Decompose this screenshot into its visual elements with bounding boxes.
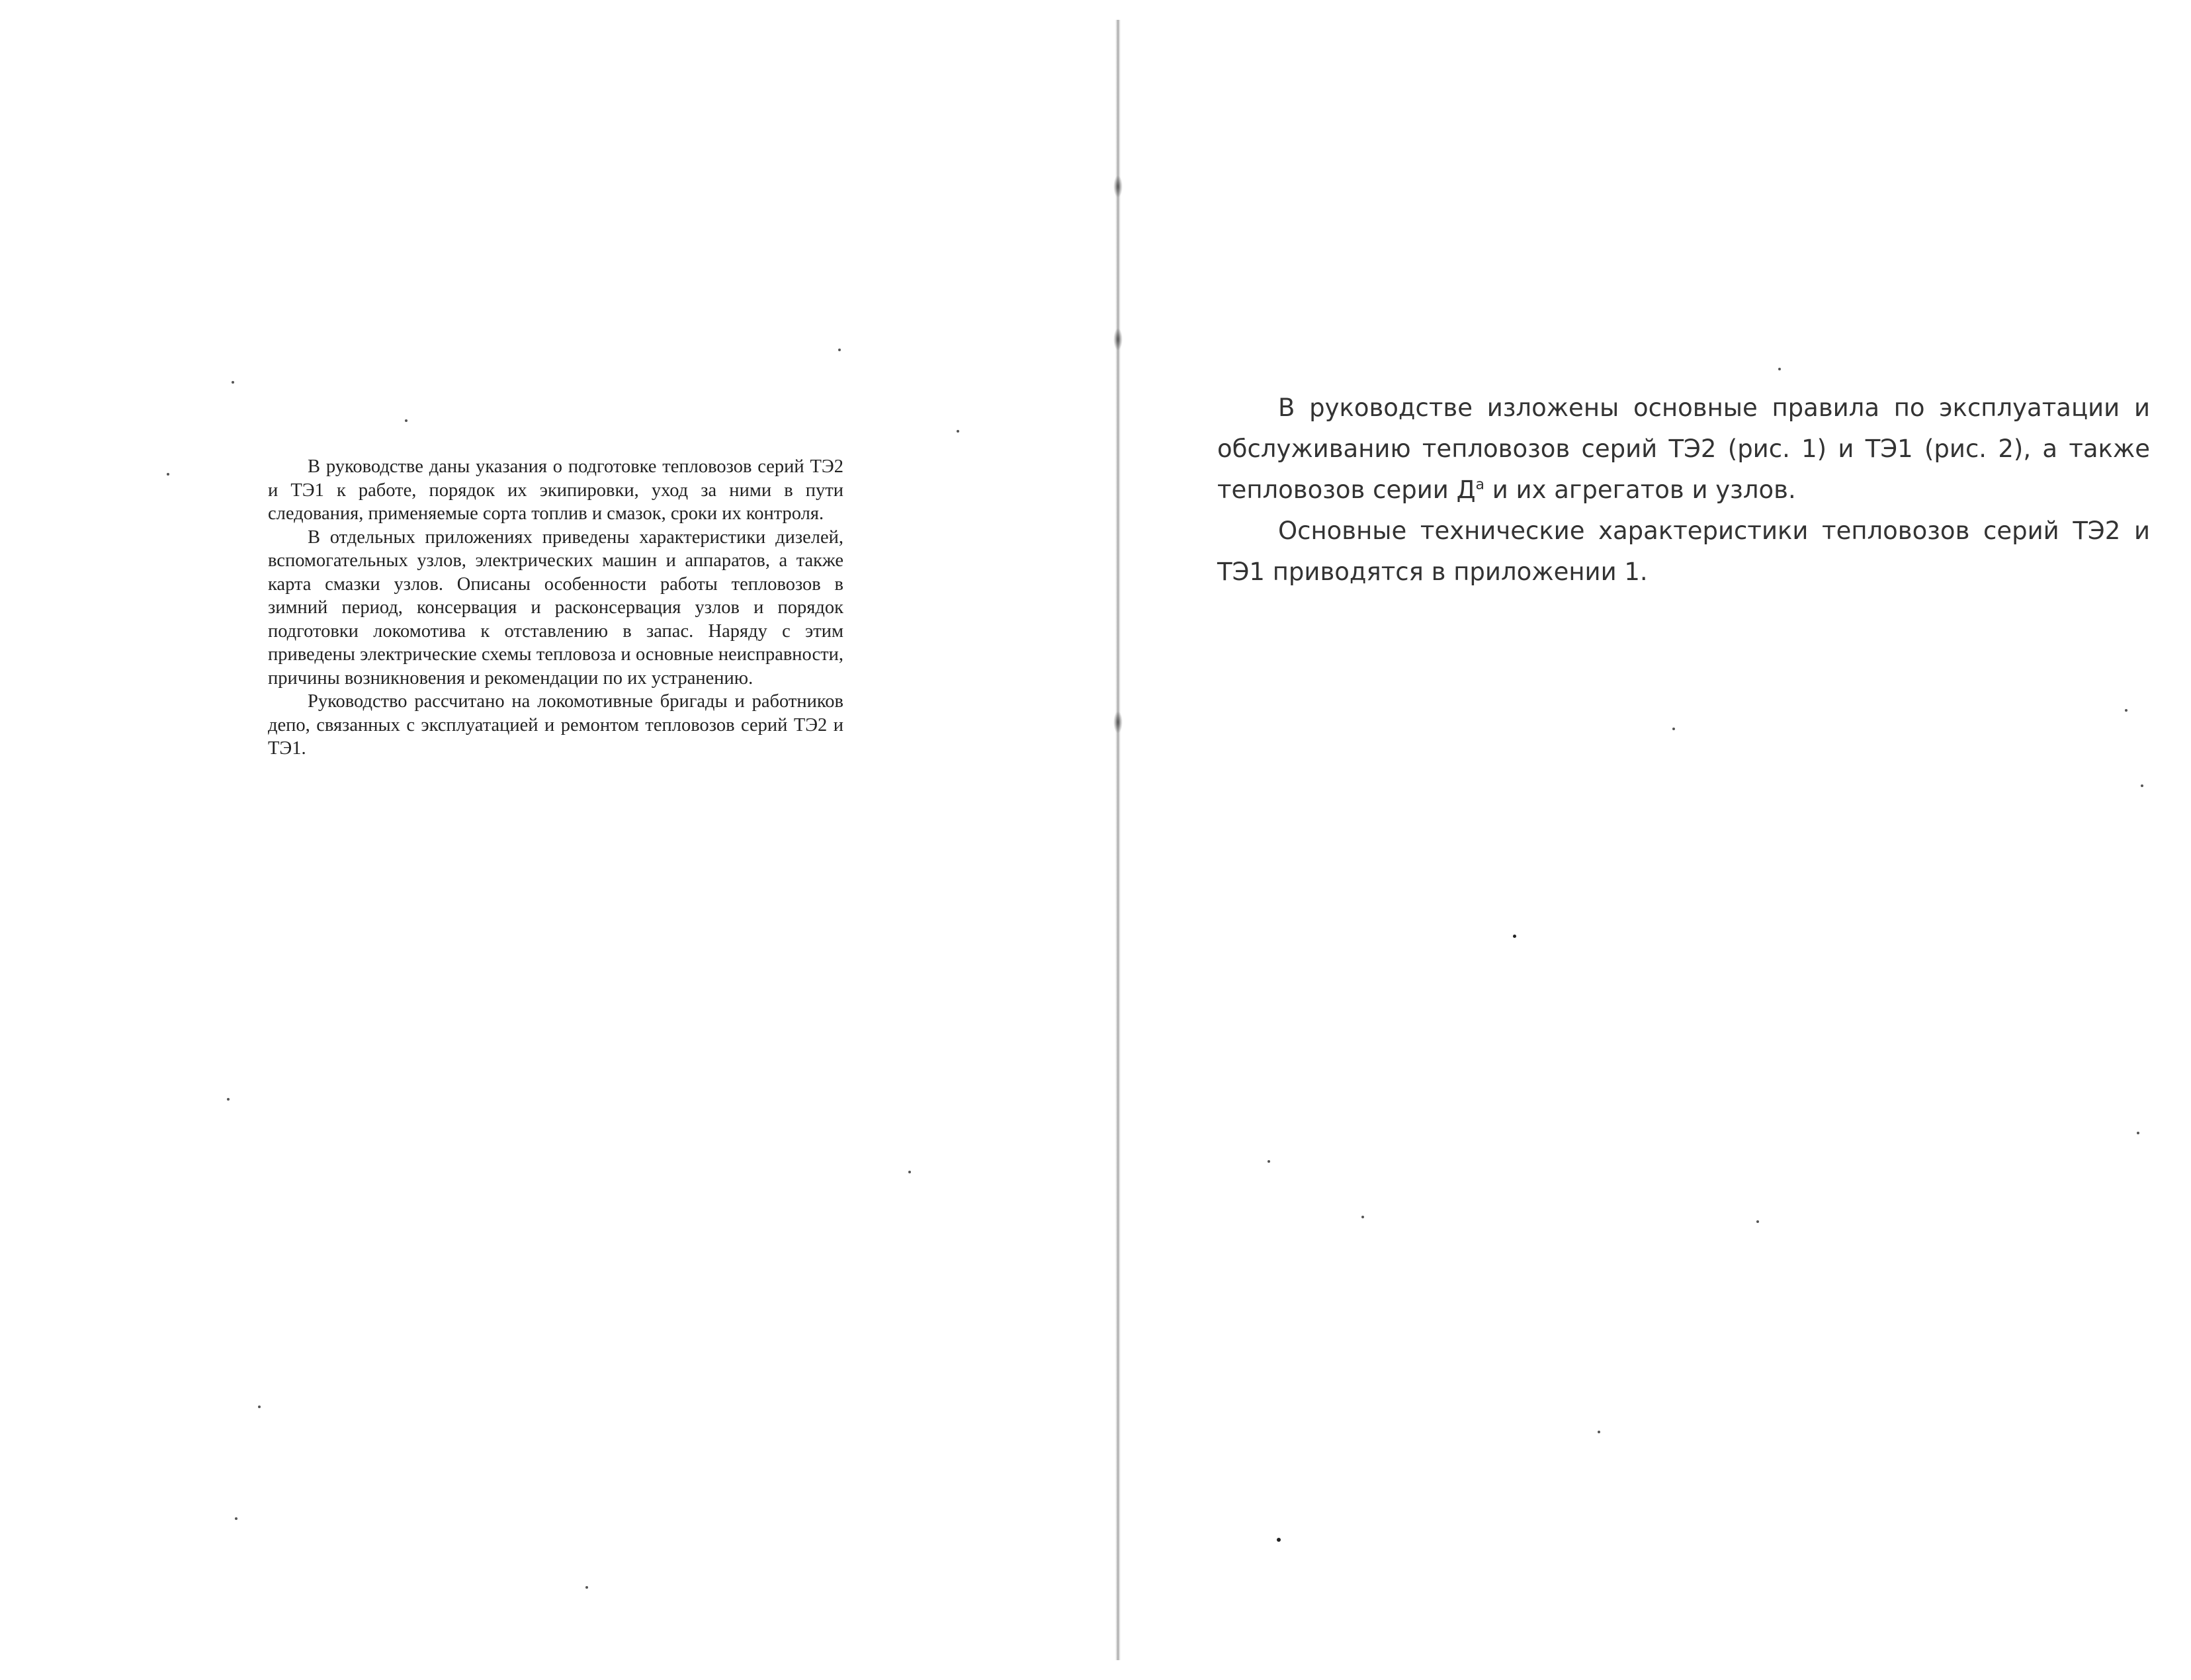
scan-speck xyxy=(1361,1216,1364,1218)
scan-speck xyxy=(585,1586,588,1589)
annotation-paragraph-1: В руководстве даны указания о подготовке тепловозов серий ТЭ2 и ТЭ1 к работе, порядок их экипировки, уход за ними в пути следования, применяемые сорта топлив и смазок, сроки их контроля. xyxy=(268,456,843,524)
scan-speck xyxy=(957,430,959,433)
scan-speck xyxy=(167,473,169,476)
intro-paragraph-1-start: В руководстве изложены основные правила по эксплуатации и обслуживанию тепловозов серий ТЭ2 (рис. 1) и ТЭ1 (рис. 2), а также тепловозов серии Д xyxy=(1217,394,2150,504)
scan-speck xyxy=(838,349,841,351)
scan-speck xyxy=(1778,368,1781,370)
scan-speck xyxy=(2125,709,2127,712)
intro-paragraph-1-end: и их агрегатов и узлов. xyxy=(1484,476,1796,504)
scan-speck xyxy=(1513,935,1516,938)
superscript-a: а xyxy=(1475,476,1484,493)
annotation-paragraph-2: В отдельных приложениях приведены характеристики дизелей, вспомогательных узлов, электрических машин и аппаратов, а также карта смазки узлов. Описаны особенности работы тепловозов в зимний период, консервация и расконсервация узлов и порядок подготовки локомотива к отставлению в запас. Наряду с этим приведены электрические схемы тепловоза и основные неисправности, причины возникновения и рекомендации по их устранению. xyxy=(268,526,843,689)
scan-speck xyxy=(1672,728,1675,730)
scan-speck xyxy=(232,381,234,384)
scan-speck xyxy=(1756,1220,1759,1223)
scan-speck xyxy=(227,1098,230,1101)
scan-speck xyxy=(908,1171,911,1173)
right-page xyxy=(1118,0,2191,1680)
annotation-text xyxy=(268,455,843,761)
scan-speck xyxy=(258,1406,261,1408)
scan-speck xyxy=(405,419,408,422)
scan-speck xyxy=(2137,1132,2139,1134)
intro-paragraph-1 xyxy=(1217,388,2150,511)
annotation-paragraph-3: Руководство рассчитано на локомотивные бригады и работников депо, связанных с эксплуатацией и ремонтом тепловозов серий ТЭ2 и ТЭ1. xyxy=(268,691,843,759)
scan-speck xyxy=(2141,784,2143,787)
intro-text xyxy=(1217,388,2150,593)
scan-speck xyxy=(1277,1538,1281,1542)
intro-paragraph-2: Основные технические характеристики тепловозов серий ТЭ2 и ТЭ1 приводятся в приложении 1. xyxy=(1217,517,2150,586)
scan-speck xyxy=(1267,1160,1270,1163)
scan-speck xyxy=(1598,1431,1600,1433)
scan-speck xyxy=(235,1517,237,1520)
